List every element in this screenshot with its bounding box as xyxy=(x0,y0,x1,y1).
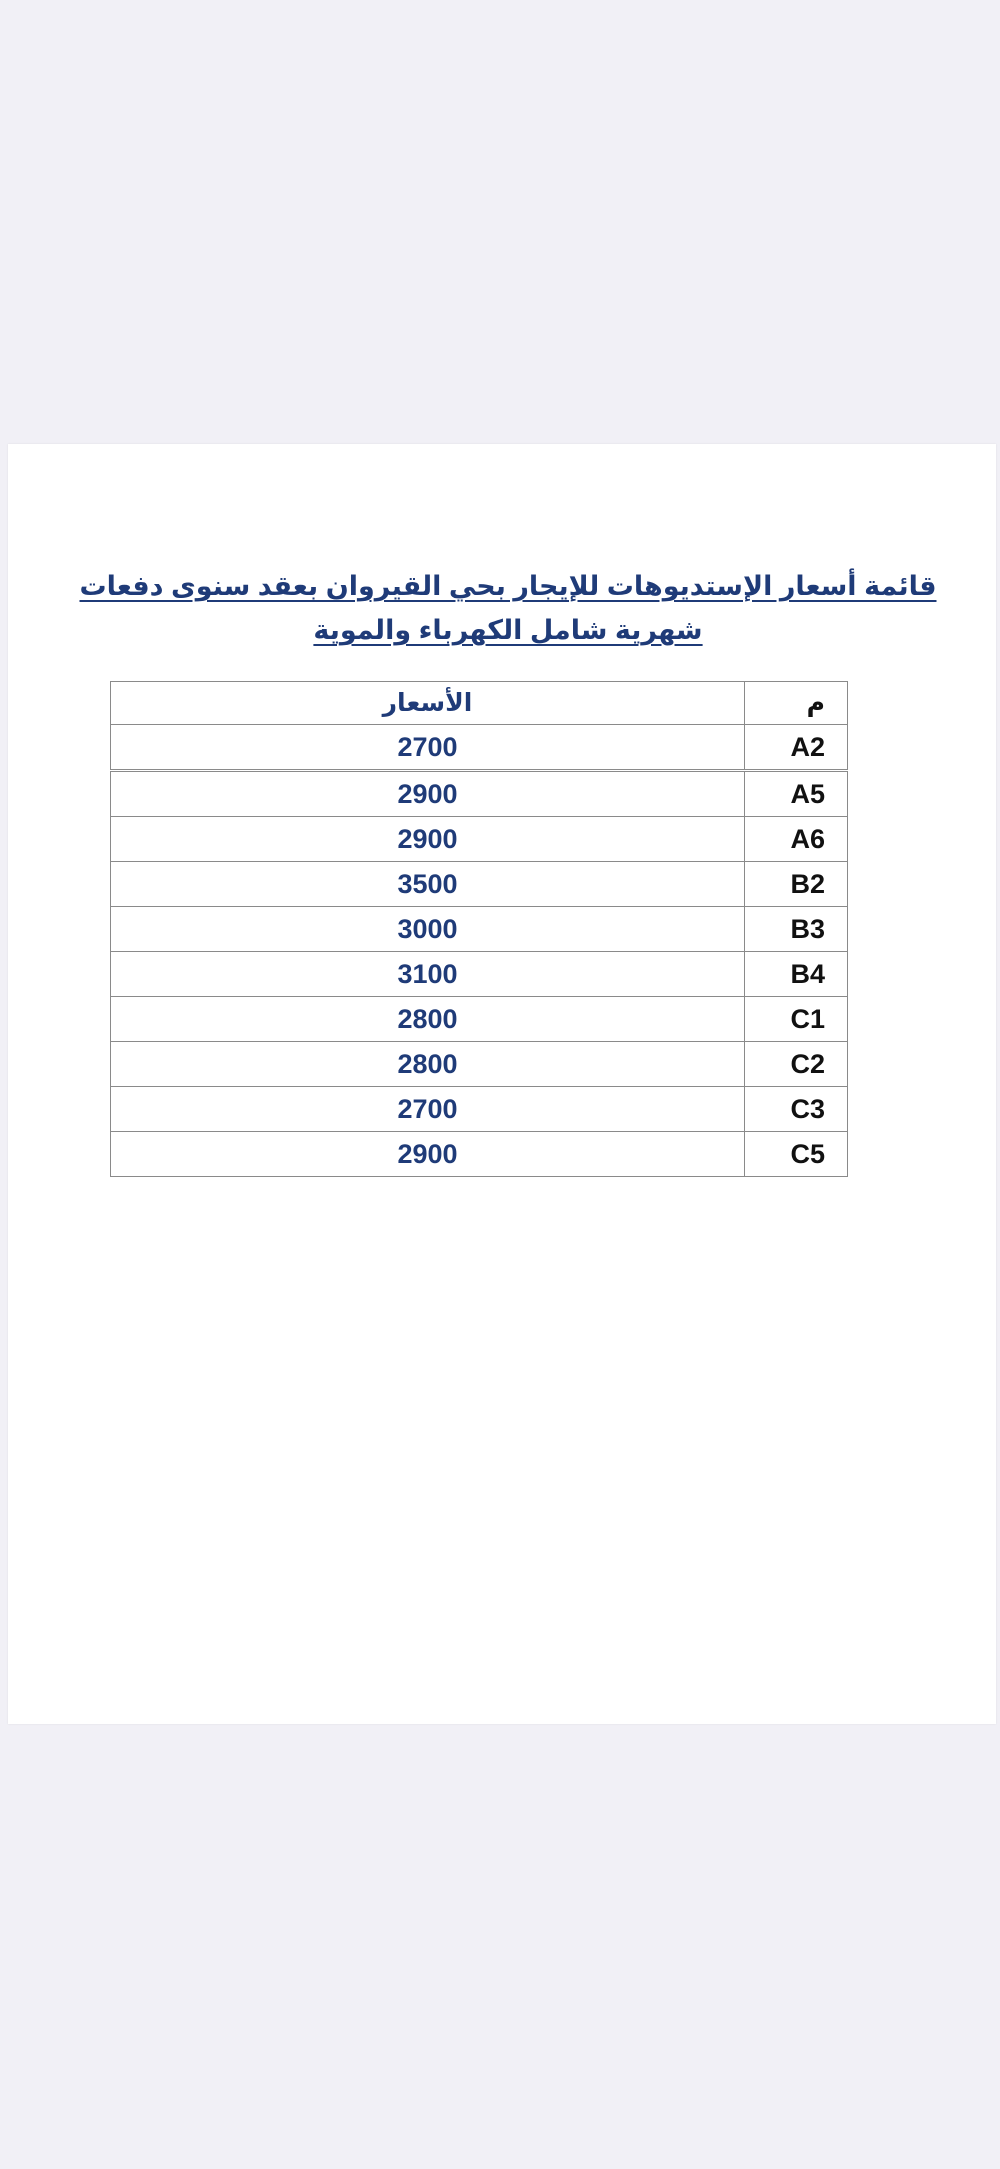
price-cell: 2900 xyxy=(111,771,745,817)
table-row xyxy=(111,862,848,907)
unit-cell: B2 xyxy=(745,862,848,907)
price-cell: 3100 xyxy=(111,952,745,997)
table-row xyxy=(111,997,848,1042)
table-row xyxy=(111,907,848,952)
table-row xyxy=(111,771,848,817)
price-cell: 2800 xyxy=(111,997,745,1042)
price-cell: 2900 xyxy=(111,1132,745,1177)
price-cell: 2900 xyxy=(111,817,745,862)
unit-cell: A6 xyxy=(745,817,848,862)
unit-cell: B4 xyxy=(745,952,848,997)
table-header-row xyxy=(111,682,848,725)
document-title: قائمة أسعار الإستديوهات للإيجار بحي القيروان بعقد سنوى دفعات شهرية شامل الكهرباء والموية xyxy=(79,571,937,645)
price-cell: 2700 xyxy=(111,725,745,771)
unit-cell: C1 xyxy=(745,997,848,1042)
price-cell: 2700 xyxy=(111,1087,745,1132)
table-row xyxy=(111,1042,848,1087)
unit-cell: C2 xyxy=(745,1042,848,1087)
price-table xyxy=(110,681,848,1177)
table-row xyxy=(111,817,848,862)
unit-cell: B3 xyxy=(745,907,848,952)
price-column-header: الأسعار xyxy=(111,682,745,725)
table-row xyxy=(111,1132,848,1177)
price-cell: 3500 xyxy=(111,862,745,907)
table-row xyxy=(111,725,848,771)
unit-column-header: م xyxy=(745,682,848,725)
table-row xyxy=(111,1087,848,1132)
unit-cell: A2 xyxy=(745,725,848,771)
unit-cell: C5 xyxy=(745,1132,848,1177)
table-row xyxy=(111,952,848,997)
document-page xyxy=(8,444,996,1724)
unit-cell: C3 xyxy=(745,1087,848,1132)
unit-cell: A5 xyxy=(745,771,848,817)
price-cell: 2800 xyxy=(111,1042,745,1087)
price-cell: 3000 xyxy=(111,907,745,952)
